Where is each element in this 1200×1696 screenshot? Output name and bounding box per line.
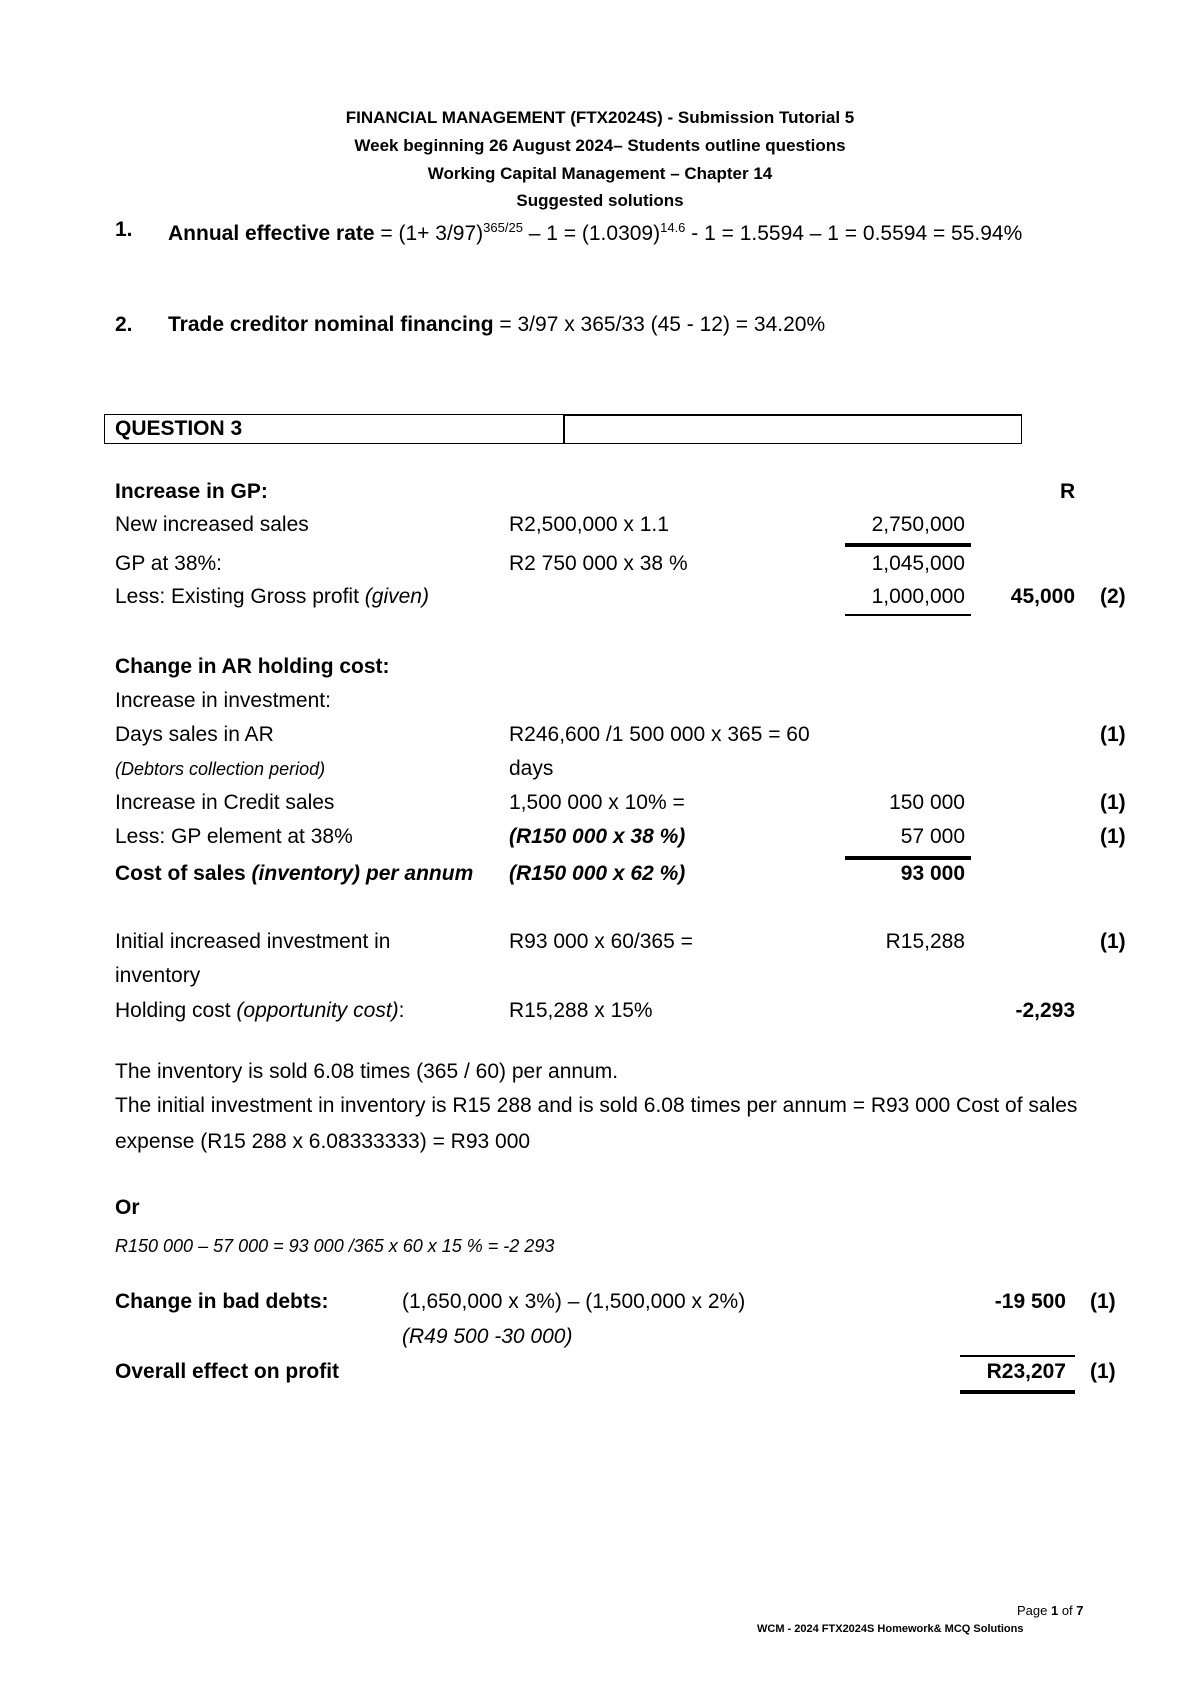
q1-part1: = (1+ 3/97) [374, 222, 484, 245]
cost-sales-label [115, 862, 473, 886]
q1-label: Annual effective rate [168, 222, 375, 245]
page-current: 1 [1050, 1603, 1059, 1618]
investment-note-line2: expense (R15 288 x 6.08333333) = R93 000 [115, 1130, 531, 1153]
overall-top-rule [960, 1355, 1075, 1357]
gp-heading: Increase in GP: [115, 480, 268, 503]
gp38-calc: R2 750 000 x 38 % [509, 552, 688, 575]
days-ar-mark: (1) [1100, 723, 1126, 746]
gp-mark: (2) [1100, 585, 1126, 608]
cost-sales-calc: (R150 000 x 62 %) [509, 862, 686, 885]
gp-element-mark: (1) [1100, 825, 1126, 848]
q3-box-top-rule [565, 414, 1022, 416]
page-number [1017, 1603, 1084, 1618]
debtors-period-note: (Debtors collection period) [115, 759, 326, 779]
existing-gp-label [115, 585, 429, 609]
q1-part3: - 1 = 1.5594 – 1 = 0.5594 = 55.94% [685, 222, 1023, 245]
gp38-label: GP at 38%: [115, 552, 223, 575]
bad-debts-total: -19 500 [994, 1290, 1066, 1313]
q1-exp1: 365/25 [483, 220, 523, 235]
existing-gp-amount: 1,000,000 [871, 585, 965, 608]
new-sales-amount: 2,750,000 [871, 513, 965, 536]
new-sales-label: New increased sales [115, 513, 309, 536]
gp-element-rule [845, 856, 971, 860]
new-sales-rule [845, 543, 971, 547]
q3-title: QUESTION 3 [115, 417, 243, 440]
gp-total: 45,000 [1010, 585, 1075, 608]
page-of: of [1058, 1603, 1077, 1618]
existing-gp-label-b: (given) [364, 585, 429, 608]
days-ar-calc-days: days [509, 757, 554, 780]
q2-number: 2. [115, 313, 133, 336]
bad-debts-label: Change in bad debts: [115, 1290, 329, 1313]
or-label: Or [115, 1196, 140, 1219]
bad-debts-mark: (1) [1090, 1290, 1116, 1313]
days-ar-label: Days sales in AR [115, 723, 274, 746]
bad-debts-calc-2: (R49 500 -30 000) [402, 1325, 573, 1348]
increase-investment-label: Increase in investment: [115, 689, 331, 712]
doc-title: FINANCIAL MANAGEMENT (FTX2024S) - Submission Tutorial 5 [345, 108, 855, 127]
q2-text [168, 313, 825, 337]
q1-part2: – 1 = (1.0309) [522, 222, 661, 245]
holding-cost-label-c: : [398, 999, 405, 1022]
holding-cost-label [115, 999, 405, 1023]
gp-element-amount: 57 000 [900, 825, 965, 848]
inventory-turnover-note: The inventory is sold 6.08 times (365 / 60) per annum. [115, 1060, 619, 1083]
credit-sales-mark: (1) [1100, 791, 1126, 814]
gp38-amount: 1,045,000 [871, 552, 965, 575]
gp-element-calc: (R150 000 x 38 %) [509, 825, 686, 848]
credit-sales-calc: 1,500 000 x 10% = [509, 791, 685, 814]
holding-cost-label-b: (opportunity cost) [236, 999, 399, 1022]
init-invest-label-2: inventory [115, 964, 201, 987]
q1-text [168, 220, 1022, 246]
overall-mark: (1) [1090, 1360, 1116, 1383]
page-total: 7 [1076, 1603, 1084, 1618]
cost-sales-amount: 93 000 [900, 862, 965, 885]
overall-total: R23,207 [986, 1360, 1066, 1383]
page-prefix: Page [1017, 1603, 1051, 1618]
q1-number: 1. [115, 218, 133, 241]
init-invest-label: Initial increased investment in [115, 930, 391, 953]
holding-cost-label-a: Holding cost [115, 999, 237, 1022]
bad-debts-calc: (1,650,000 x 3%) – (1,500,000 x 2%) [402, 1290, 746, 1313]
credit-sales-amount: 150 000 [889, 791, 965, 814]
days-ar-calc: R246,600 /1 500 000 x 365 = 60 [509, 723, 810, 746]
existing-gp-rule [845, 614, 971, 616]
investment-note-line1: The initial investment in inventory is R15 288 and is sold 6.08 times per annum = R93 000 Cost of sales [115, 1094, 1078, 1117]
solutions-label: Suggested solutions [516, 191, 684, 210]
gp-element-label: Less: GP element at 38% [115, 825, 353, 848]
new-sales-calc: R2,500,000 x 1.1 [509, 513, 669, 536]
document-footer: WCM - 2024 FTX2024S Homework& MCQ Solutions [757, 1623, 1024, 1635]
ar-heading: Change in AR holding cost: [115, 655, 390, 678]
init-invest-amount: R15,288 [885, 930, 965, 953]
credit-sales-label: Increase in Credit sales [115, 791, 335, 814]
init-invest-mark: (1) [1100, 930, 1126, 953]
overall-label: Overall effect on profit [115, 1360, 340, 1383]
holding-cost-total: -2,293 [1015, 999, 1075, 1022]
cost-sales-label-b: (inventory) per annum [251, 862, 474, 885]
q2-rest: = 3/97 x 365/33 (45 - 12) = 34.20% [493, 313, 826, 336]
q1-exp2: 14.6 [660, 220, 686, 235]
existing-gp-label-a: Less: Existing Gross profit [115, 585, 365, 608]
or-calculation: R150 000 – 57 000 = 93 000 /365 x 60 x 15 % = -2 293 [115, 1236, 555, 1256]
q3-box-divider [563, 414, 565, 444]
overall-double-rule [960, 1390, 1075, 1394]
init-invest-calc: R93 000 x 60/365 = [509, 930, 693, 953]
holding-cost-calc: R15,288 x 15% [509, 999, 653, 1022]
chapter-title: Working Capital Management – Chapter 14 [427, 164, 773, 183]
q2-label: Trade creditor nominal financing [168, 313, 494, 336]
currency-label: R [1060, 480, 1076, 503]
cost-sales-label-a: Cost of sales [115, 862, 252, 885]
doc-subtitle: Week beginning 26 August 2024– Students outline questions [354, 136, 846, 155]
